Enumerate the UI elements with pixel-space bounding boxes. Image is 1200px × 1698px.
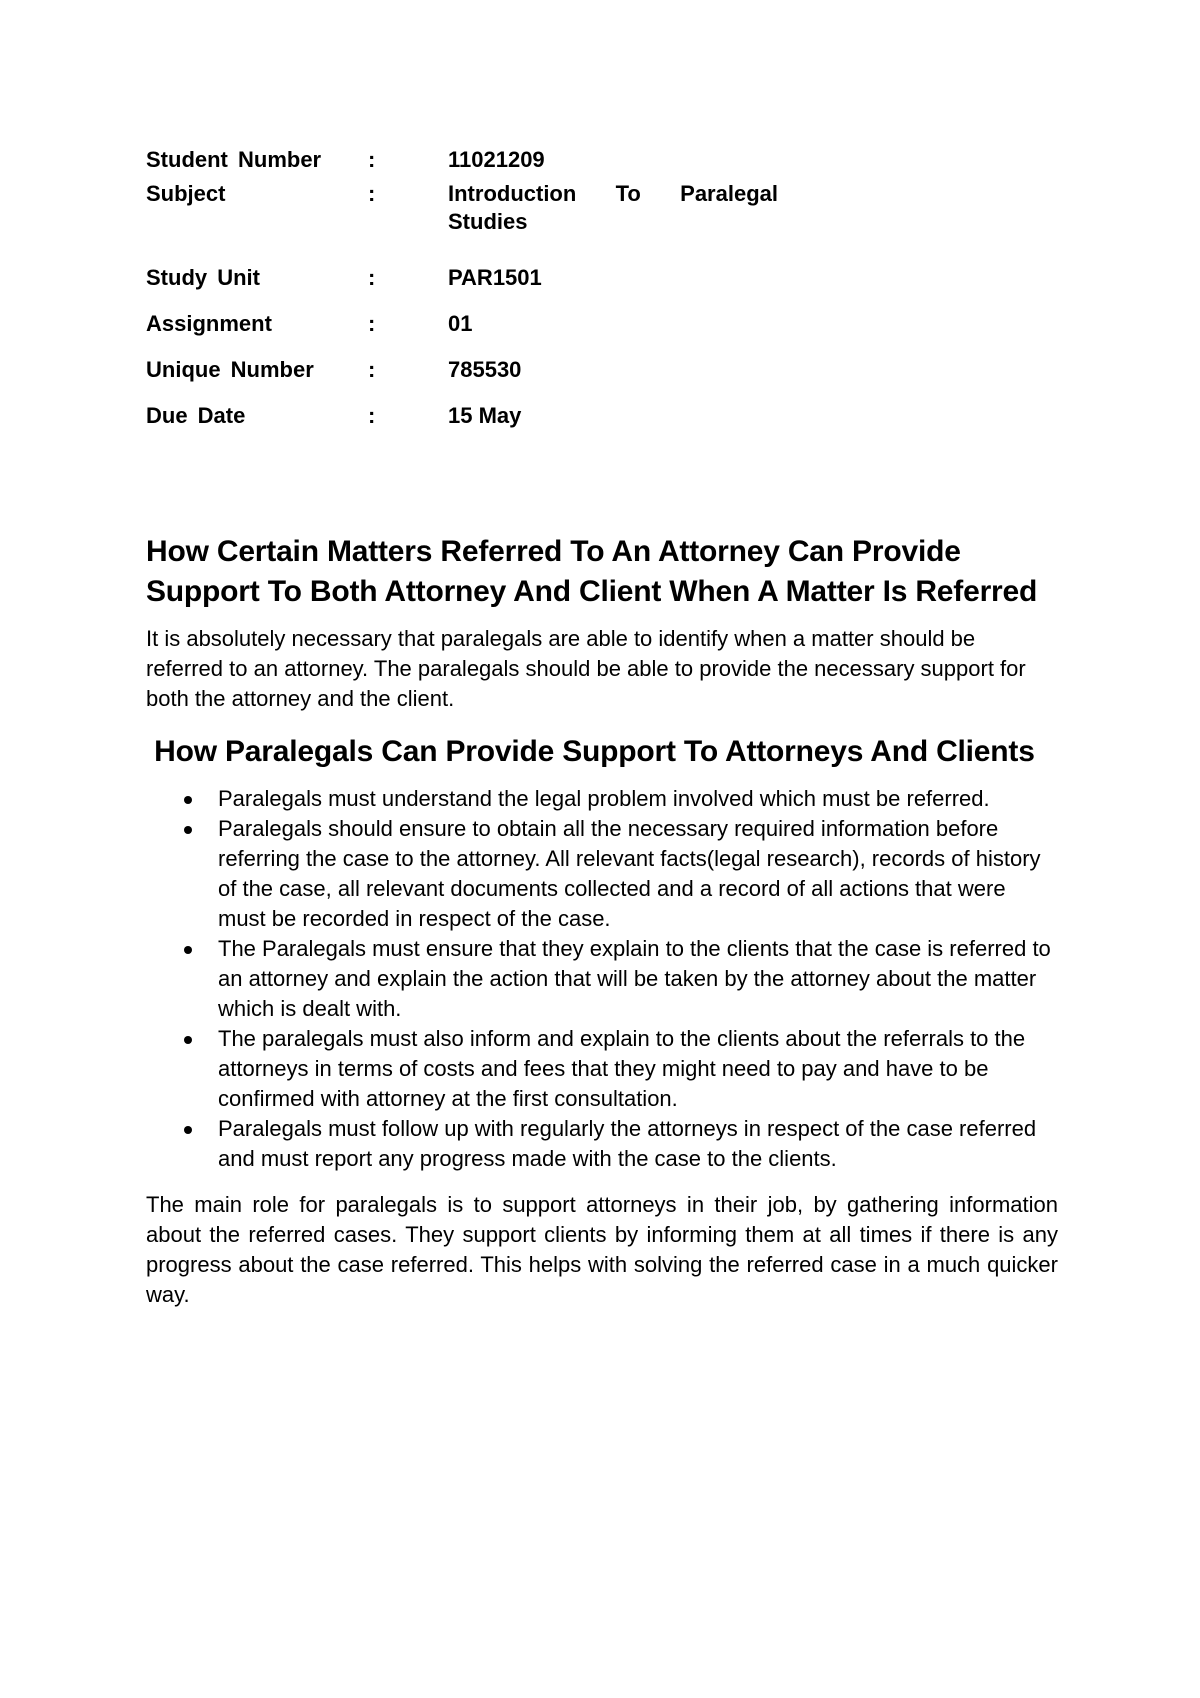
support-bullet-list bbox=[146, 784, 1058, 1174]
bullet-icon bbox=[184, 1126, 192, 1134]
bullet-icon bbox=[184, 796, 192, 804]
section-heading-referral: How Certain Matters Referred To An Attorney Can Provide Support To Both Attorney And Client When A Matter Is Referred bbox=[146, 535, 1038, 608]
info-colon: : bbox=[368, 357, 376, 382]
list-item bbox=[146, 814, 1058, 934]
intro-paragraph: It is absolutely necessary that paralegals are able to identify when a matter should be referred to an attorney. The paralegals should be able to provide the necessary support for both the attorney and the client. bbox=[146, 626, 1026, 711]
conclusion-paragraph: The main role for paralegals is to support attorneys in their job, by gathering information about the referred cases. They support clients by informing them at all times if there is any progress about the case referred. This helps with solving the referred case in a much quicker way. bbox=[146, 1192, 1058, 1307]
info-row-study-unit bbox=[146, 264, 846, 292]
info-colon: : bbox=[368, 311, 376, 336]
list-item-text: The paralegals must also inform and explain to the clients about the referrals to the attorneys in terms of costs and fees that they might need to pay and have to be confirmed with attorney at the first consultation. bbox=[218, 1026, 1026, 1111]
info-row-student-number bbox=[146, 146, 846, 174]
info-label: Study Unit bbox=[146, 265, 260, 290]
list-item bbox=[146, 934, 1058, 1024]
info-row-assignment bbox=[146, 310, 846, 338]
info-label: Subject bbox=[146, 181, 226, 206]
info-colon: : bbox=[368, 265, 376, 290]
section-heading-support: How Paralegals Can Provide Support To Attorneys And Clients bbox=[146, 735, 1035, 768]
info-label: Student Number bbox=[146, 147, 322, 172]
list-item-text: Paralegals should ensure to obtain all the necessary required information before referring the case to the attorney. All relevant facts(legal research), records of history of the case, all relevant documents collected and a record of all actions that were must be recorded in respect of the case. bbox=[218, 816, 1041, 931]
list-item bbox=[146, 1024, 1058, 1114]
bullet-icon bbox=[184, 946, 192, 954]
bullet-icon bbox=[184, 1036, 192, 1044]
list-item-text: Paralegals must understand the legal problem involved which must be referred. bbox=[218, 786, 990, 811]
list-item-text: Paralegals must follow up with regularly the attorneys in respect of the case referred and must report any progress made with the case to the clients. bbox=[218, 1116, 1037, 1171]
student-info-table bbox=[146, 146, 846, 430]
info-colon: : bbox=[368, 403, 376, 428]
info-value: Introduction To Paralegal Studies bbox=[448, 181, 778, 234]
document-body bbox=[146, 532, 1058, 1310]
info-colon: : bbox=[368, 147, 376, 172]
info-row-unique-number bbox=[146, 356, 846, 384]
info-value: PAR1501 bbox=[448, 265, 542, 290]
info-value: 01 bbox=[448, 311, 473, 336]
info-row-due-date bbox=[146, 402, 846, 430]
list-item bbox=[146, 1114, 1058, 1174]
list-item bbox=[146, 784, 1058, 814]
info-label: Unique Number bbox=[146, 357, 314, 382]
info-value: 11021209 bbox=[448, 147, 545, 172]
list-item-text: The Paralegals must ensure that they explain to the clients that the case is referred to an attorney and explain the action that will be taken by the attorney about the matter which is dealt with. bbox=[218, 936, 1051, 1021]
info-row-subject bbox=[146, 180, 846, 236]
info-label: Due Date bbox=[146, 403, 246, 428]
info-value: 15 May bbox=[448, 403, 522, 428]
bullet-icon bbox=[184, 826, 192, 834]
info-colon: : bbox=[368, 181, 376, 206]
info-value: 785530 bbox=[448, 357, 522, 382]
info-label: Assignment bbox=[146, 311, 272, 336]
